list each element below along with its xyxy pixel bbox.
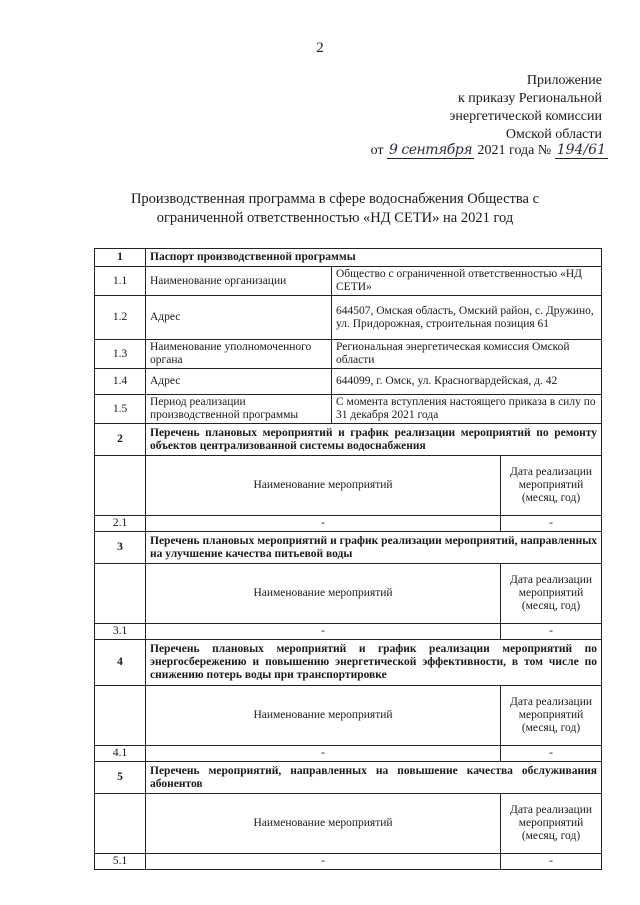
row-value: 644099, г. Омск, ул. Красногвардейская, д. 42 xyxy=(332,369,602,395)
appendix-line: Омской области xyxy=(505,127,602,142)
row-number: 3.1 xyxy=(95,624,146,640)
table-row xyxy=(95,369,602,395)
row-label: Адрес xyxy=(146,369,332,395)
row-event: - xyxy=(146,624,501,640)
row-number: 5.1 xyxy=(95,854,146,870)
row-value: Региональная энергетическая комиссия Омской области xyxy=(332,340,602,369)
column-header-event: Наименование мероприятий xyxy=(146,686,501,746)
column-header-date: Дата реализации мероприятий (месяц, год) xyxy=(501,794,602,854)
section-number: 1 xyxy=(95,249,146,267)
row-date: - xyxy=(501,516,602,532)
table-row xyxy=(95,296,602,340)
row-value: 644507, Омская область, Омский район, с. Дружино, ул. Придорожная, строительная позиция 61 xyxy=(332,296,602,340)
section-number: 2 xyxy=(95,424,146,456)
section-header-row xyxy=(95,249,602,267)
table-row xyxy=(95,516,602,532)
column-header-event: Наименование мероприятий xyxy=(146,794,501,854)
row-number: 1.3 xyxy=(95,340,146,369)
appendix-block xyxy=(449,72,602,144)
row-number: 1.2 xyxy=(95,296,146,340)
order-number-handwritten: 194/61 xyxy=(556,142,606,158)
section-number: 5 xyxy=(95,762,146,794)
row-label: Адрес xyxy=(146,296,332,340)
order-prefix: от xyxy=(370,143,384,158)
appendix-line: энергетической комиссии xyxy=(449,109,602,124)
section-number: 3 xyxy=(95,532,146,564)
table-row xyxy=(95,746,602,762)
appendix-line: Приложение xyxy=(526,73,602,88)
table-row xyxy=(95,624,602,640)
column-header-row xyxy=(95,456,602,516)
table-row xyxy=(95,854,602,870)
order-year: 2021 года № xyxy=(477,143,552,158)
row-number: 1.1 xyxy=(95,267,146,296)
row-number: 2.1 xyxy=(95,516,146,532)
column-header-row xyxy=(95,564,602,624)
row-label: Наименование уполномоченного органа xyxy=(146,340,332,369)
column-header-event: Наименование мероприятий xyxy=(146,564,501,624)
row-event: - xyxy=(146,854,501,870)
row-date: - xyxy=(501,854,602,870)
title-line: ограниченной ответственностью «НД СЕТИ» на 2021 год xyxy=(156,210,514,226)
column-header-row xyxy=(95,686,602,746)
page-number: 2 xyxy=(316,40,324,56)
table-row xyxy=(95,267,602,296)
row-number: 4.1 xyxy=(95,746,146,762)
title-line: Производственная программа в сфере водоснабжения Общества с xyxy=(130,191,540,207)
row-date: - xyxy=(501,624,602,640)
section-header-row xyxy=(95,762,602,794)
section-heading: Паспорт производственной программы xyxy=(146,249,602,267)
appendix-line: к приказу Региональной xyxy=(457,91,602,106)
column-header-date: Дата реализации мероприятий (месяц, год) xyxy=(501,686,602,746)
section-header-row xyxy=(95,532,602,564)
section-heading: Перечень плановых мероприятий и график реализации мероприятий по ремонту объектов централизованной системы водоснабжения xyxy=(146,424,602,456)
column-header-date: Дата реализации мероприятий (месяц, год) xyxy=(501,564,602,624)
row-event: - xyxy=(146,516,501,532)
table-row xyxy=(95,395,602,424)
row-label: Наименование организации xyxy=(146,267,332,296)
section-header-row xyxy=(95,640,602,686)
column-header-event: Наименование мероприятий xyxy=(146,456,501,516)
section-heading: Перечень мероприятий, направленных на повышение качества обслуживания абонентов xyxy=(146,762,602,794)
row-value: Общество с ограниченной ответственностью «НД СЕТИ» xyxy=(332,267,602,296)
column-header-row xyxy=(95,794,602,854)
document-title xyxy=(100,190,570,228)
row-event: - xyxy=(146,746,501,762)
row-number: 1.5 xyxy=(95,395,146,424)
section-heading: Перечень плановых мероприятий и график реализации мероприятий, направленных на улучшение качества питьевой воды xyxy=(146,532,602,564)
production-program-table xyxy=(94,248,602,870)
row-label: Период реализации производственной программы xyxy=(146,395,332,424)
row-date: - xyxy=(501,746,602,762)
row-value: С момента вступления настоящего приказа в силу по 31 декабря 2021 года xyxy=(332,395,602,424)
section-heading: Перечень плановых мероприятий и график реализации мероприятий по энергосбережению и повышению энергетической эффективности, в том числе по снижению потерь воды при транспортировке xyxy=(146,640,602,686)
order-reference xyxy=(371,142,608,159)
column-header-date: Дата реализации мероприятий (месяц, год) xyxy=(501,456,602,516)
row-number: 1.4 xyxy=(95,369,146,395)
section-number: 4 xyxy=(95,640,146,686)
order-date-handwritten: 9 сентября xyxy=(389,142,473,158)
section-header-row xyxy=(95,424,602,456)
table-row xyxy=(95,340,602,369)
